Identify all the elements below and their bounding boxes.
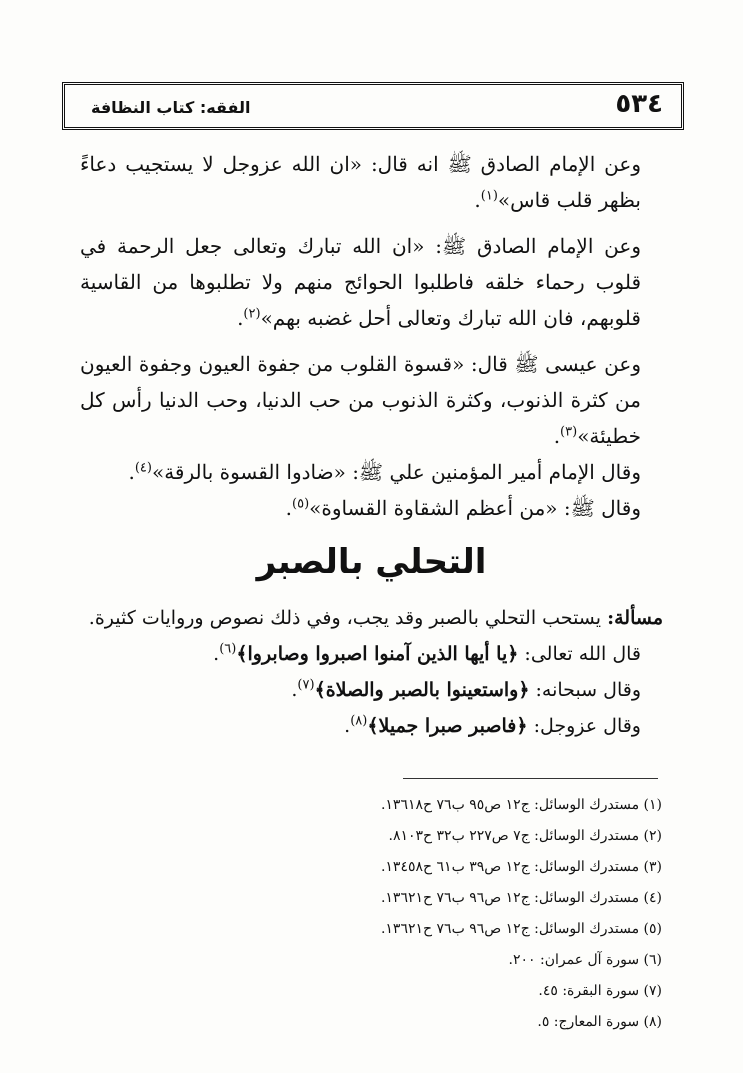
footnote: (٣) مستدرك الوسائل: ج١٢ ص٣٩ ب٦١ ح١٣٤٥٨. bbox=[380, 859, 662, 875]
paragraph-end: . bbox=[128, 460, 135, 484]
paragraph bbox=[80, 146, 663, 218]
footnote: (٢) مستدرك الوسائل: ج٧ ص٢٢٧ ب٣٢ ح٨١٠٣. bbox=[388, 828, 662, 844]
verse-intro: قال الله تعالى: bbox=[524, 643, 641, 665]
footnotes bbox=[300, 790, 662, 1038]
masala-label: مسألة: bbox=[607, 607, 663, 629]
paragraph-end: . bbox=[285, 496, 293, 520]
running-title: الفقه: كتاب النظافة bbox=[91, 98, 251, 117]
footnote: (٥) مستدرك الوسائل: ج١٢ ص٩٦ ب٧٦ ح١٣٦٢١. bbox=[380, 921, 662, 937]
paragraph bbox=[80, 490, 663, 526]
footnote: (٨) سورة المعارج: ٥. bbox=[537, 1014, 662, 1030]
citation-marker: (٢) bbox=[243, 306, 261, 322]
verse-quote: ﴿فاصبر صبرا جميلا﴾ bbox=[367, 715, 528, 737]
paragraph bbox=[80, 346, 663, 454]
citation-marker: (٧) bbox=[297, 677, 315, 693]
paragraph bbox=[80, 454, 663, 490]
citation-marker: (١) bbox=[480, 188, 498, 204]
citation-marker: (٤) bbox=[134, 460, 152, 476]
paragraph bbox=[80, 228, 663, 336]
footnote: (١) مستدرك الوسائل: ج١٢ ص٩٥ ب٧٦ ح١٣٦١٨. bbox=[380, 797, 662, 813]
section-heading: التحلي بالصبر bbox=[256, 542, 487, 582]
citation-marker: (٥) bbox=[292, 496, 310, 512]
citation-marker: (٨) bbox=[350, 713, 368, 729]
verse-end: . bbox=[344, 715, 351, 737]
verse-line bbox=[80, 708, 663, 744]
paragraph-end: . bbox=[237, 306, 244, 330]
paragraph-text: وقال الإمام أمير المؤمنين علي ﷺ: «ضادوا القسوة بالرقة» bbox=[151, 460, 641, 484]
section-body bbox=[80, 600, 663, 744]
paragraph-text: وقال ﷺ: «من أعظم الشقاوة القساوة» bbox=[309, 496, 641, 520]
citation-marker: (٦) bbox=[219, 641, 237, 657]
verse-line bbox=[80, 672, 663, 708]
citation-marker: (٣) bbox=[560, 424, 578, 440]
page-header-frame bbox=[62, 82, 684, 130]
paragraph-end: . bbox=[553, 424, 561, 448]
verse-line bbox=[80, 636, 663, 672]
paragraph-text: وعن الإمام الصادق ﷺ: «ان الله تبارك وتعالى جعل الرحمة في قلوب رحماء خلقه فاطلبوا الحوائج منهم ولا تطلبوها من القاسية قلوبهم، فان الله تبارك وتعالى أحل غضبه بهم» bbox=[80, 234, 642, 330]
verse-quote: ﴿يا أيها الذين آمنوا اصبروا وصابروا﴾ bbox=[236, 643, 519, 665]
verse-end: . bbox=[213, 643, 220, 665]
footnote: (٦) سورة آل عمران: ٢٠٠. bbox=[508, 952, 662, 968]
paragraph-text: وعن الإمام الصادق ﷺ انه قال: «ان الله عزوجل لا يستجيب دعاءً بظهر قلب قاس» bbox=[80, 152, 641, 212]
footnote: (٤) مستدرك الوسائل: ج١٢ ص٩٦ ب٧٦ ح١٣٦٢١. bbox=[380, 890, 662, 906]
masala-text: يستحب التحلي بالصبر وقد يجب، وفي ذلك نصوص وروايات كثيرة. bbox=[88, 607, 602, 629]
footnote: (٧) سورة البقرة: ٤٥. bbox=[538, 983, 662, 999]
verse-end: . bbox=[291, 679, 298, 701]
main-text bbox=[80, 146, 663, 526]
verse-quote: ﴿واستعينوا بالصبر والصلاة﴾ bbox=[314, 679, 530, 701]
masala-line bbox=[80, 600, 663, 636]
page-number: ٥٣٤ bbox=[615, 89, 663, 119]
footnote-divider bbox=[403, 778, 658, 779]
paragraph-end: . bbox=[474, 188, 481, 212]
verse-intro: وقال عزوجل: bbox=[533, 715, 641, 737]
paragraph-text: وعن عيسى ﷺ قال: «قسوة القلوب من جفوة العيون وجفوة العيون من كثرة الذنوب، وكثرة الذنوب من حب الدنيا، وحب الدنيا رأس كل خطيئة» bbox=[80, 352, 641, 448]
verse-intro: وقال سبحانه: bbox=[535, 679, 641, 701]
